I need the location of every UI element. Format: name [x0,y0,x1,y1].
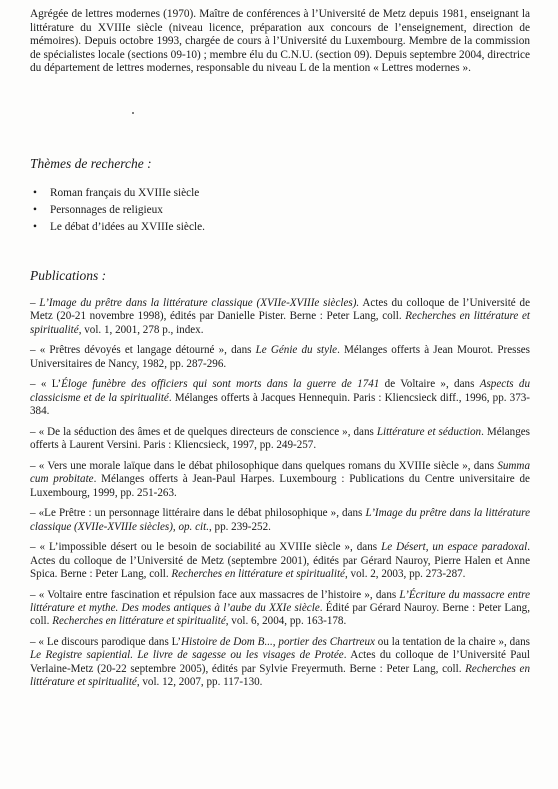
publication-text: , vol. 2, 2003, pp. 273-287. [344,568,466,581]
publication-title-text: Le Registre sapiential. Le livre de sagesse ou les visages de Protée [30,649,344,662]
publication-entry [30,344,530,371]
publication-text: – « L’ [30,378,62,391]
themes-list-item [30,219,205,236]
publication-text: . Mélanges offerts à Laurent Versini. Paris : Kliencsieck, 1997, pp. 249-257. [30,425,530,452]
bullet-icon: • [33,221,37,233]
publication-title-text: Éloge funèbre des officiers qui sont morts dans la guerre de 1741 [61,378,380,391]
publication-text: . Actes du colloque de l’Université Paul Verlaine-Metz (20-22 septembre 2005), édités par Sylvie Freyermuth. Berne : Peter Lang, coll. [30,649,530,675]
publication-entry [30,636,530,690]
publication-entry [30,541,530,581]
publication-title-text: Summa cum probitate [30,459,530,486]
themes-list-item [30,202,205,219]
publication-text: Actes du colloque de l’Université de Metz (20-21 novembre 1998), édités par Danielle Pister. Berne : Peter Lang, coll. [30,297,530,323]
bullet-icon: • [33,187,37,199]
publication-text: . Mélanges offerts à Jean-Paul Harpes. Luxembourg : Publications du Centre universitaire de Luxembourg, 1999, pp. 251-263. [30,473,530,499]
publication-text: . Actes du colloque de l’Université de Metz (septembre 2001), édités par Gérard Nauroy, Pierre Halen et Anne Spica. Berne : Peter Lang, coll. [30,541,530,581]
publication-text: , vol. 1, 2001, 278 p., index. [78,323,204,336]
publication-entry [30,426,530,453]
publication-text: – « De la séduction des âmes et de quelques directeurs de conscience », dans [30,425,377,438]
publication-text: ou la tentation de la chaire », dans [374,636,530,649]
publication-entry [30,507,530,534]
theme-text: Le débat d’idées au XVIIIe siècle. [50,221,205,233]
publication-text: – « Le discours parodique dans L’ [30,636,182,649]
publication-entry [30,378,530,418]
publication-text: – « L’impossible désert ou le besoin de sociabilité au XVIIIe siècle », dans [30,541,382,554]
publication-text: – «Le Prêtre : un personnage littéraire dans le débat philosophique », dans [30,507,366,520]
publication-title-text: Recherches en littérature et spiritualité [171,568,345,581]
publication-title-text: L’Écriture du massacre entre littérature et mythe. Des modes antiques à l’aube du XXIe siècle [30,588,530,615]
bullet-icon: • [33,204,37,216]
publication-text: . Mélanges offerts à Jean Mourot. Presses Universitaires de Nancy, 1982, pp. 287-296. [30,344,531,370]
publication-text: . Édité par Gérard Nauroy. Berne : Peter Lang, coll. [30,602,530,628]
publication-title-text: Le Génie du style [255,344,338,357]
publication-text: . Mélanges offerts à Jacques Hennequin. Paris : Kliencsieck diff., 1996, pp. 373-384. [30,391,530,418]
themes-list-item [30,185,205,202]
stray-dot [132,112,134,114]
publications-heading: Publications : [30,268,107,283]
publication-text: – « Vers une morale laïque dans le débat philosophique dans quelques romans du XVIIIe siècle », dans [30,459,498,472]
themes-heading: Thèmes de recherche : [30,156,152,171]
publication-title-text: Recherches en littérature et spiritualité [30,662,530,689]
themes-list [30,185,205,236]
publication-text: , vol. 6, 2004, pp. 163-178. [225,615,347,628]
publication-text: – « Voltaire entre fascination et répulsion face aux massacres de l’histoire », dans [30,588,400,601]
publication-entry [30,297,530,337]
publication-title-text: L’Image du prêtre dans la littérature classique (XVIIe-XVIIIe siècles), op. cit. [30,507,530,533]
theme-text: Roman français du XVIIIe siècle [50,187,200,199]
publication-title-text: Aspects du classicisme et de la spiritualité [30,378,530,404]
publication-text: , vol. 12, 2007, pp. 117-130. [136,676,263,689]
publication-text: de Voltaire », dans [379,378,480,391]
publication-text: – « Prêtres dévoyés et langage détourné », dans [30,344,256,357]
publications-list [30,297,530,697]
publication-title-text: Recherches en littérature et spiritualité [30,310,530,336]
publication-entry [30,589,530,629]
publication-entry [30,460,530,500]
publication-title-text: L’Image du prêtre dans la littérature classique (XVIIe-XVIIIe siècles). [39,297,360,309]
publication-title-text: Littérature et séduction [376,425,482,438]
publication-title-text: Recherches en littérature et spiritualité [52,615,226,628]
intro-paragraph: Agrégée de lettres modernes (1970). Maître de conférences à l’Université de Metz depuis 1981, enseignant la littérature du XVIIIe siècle (niveau licence, préparation aux concours de l’enseignement, direction de mémoires). Depuis octobre 1993, chargée de cours à l’Université du Luxembourg. Membre de la commission de spécialistes locale (sections 09-10) ; membre élu du C.N.U. (section 09). Depuis septembre 2004, directrice du département de lettres modernes, responsable du niveau L de la mention « Lettres modernes ». [30,8,530,75]
publication-text: , pp. 239-252. [208,520,271,533]
publication-text: – [30,297,40,309]
theme-text: Personnages de religieux [50,204,163,216]
publication-title-text: Le Désert, un espace paradoxal [381,541,528,554]
publication-title-text: Histoire de Dom B..., portier des Chartreux [181,636,375,649]
